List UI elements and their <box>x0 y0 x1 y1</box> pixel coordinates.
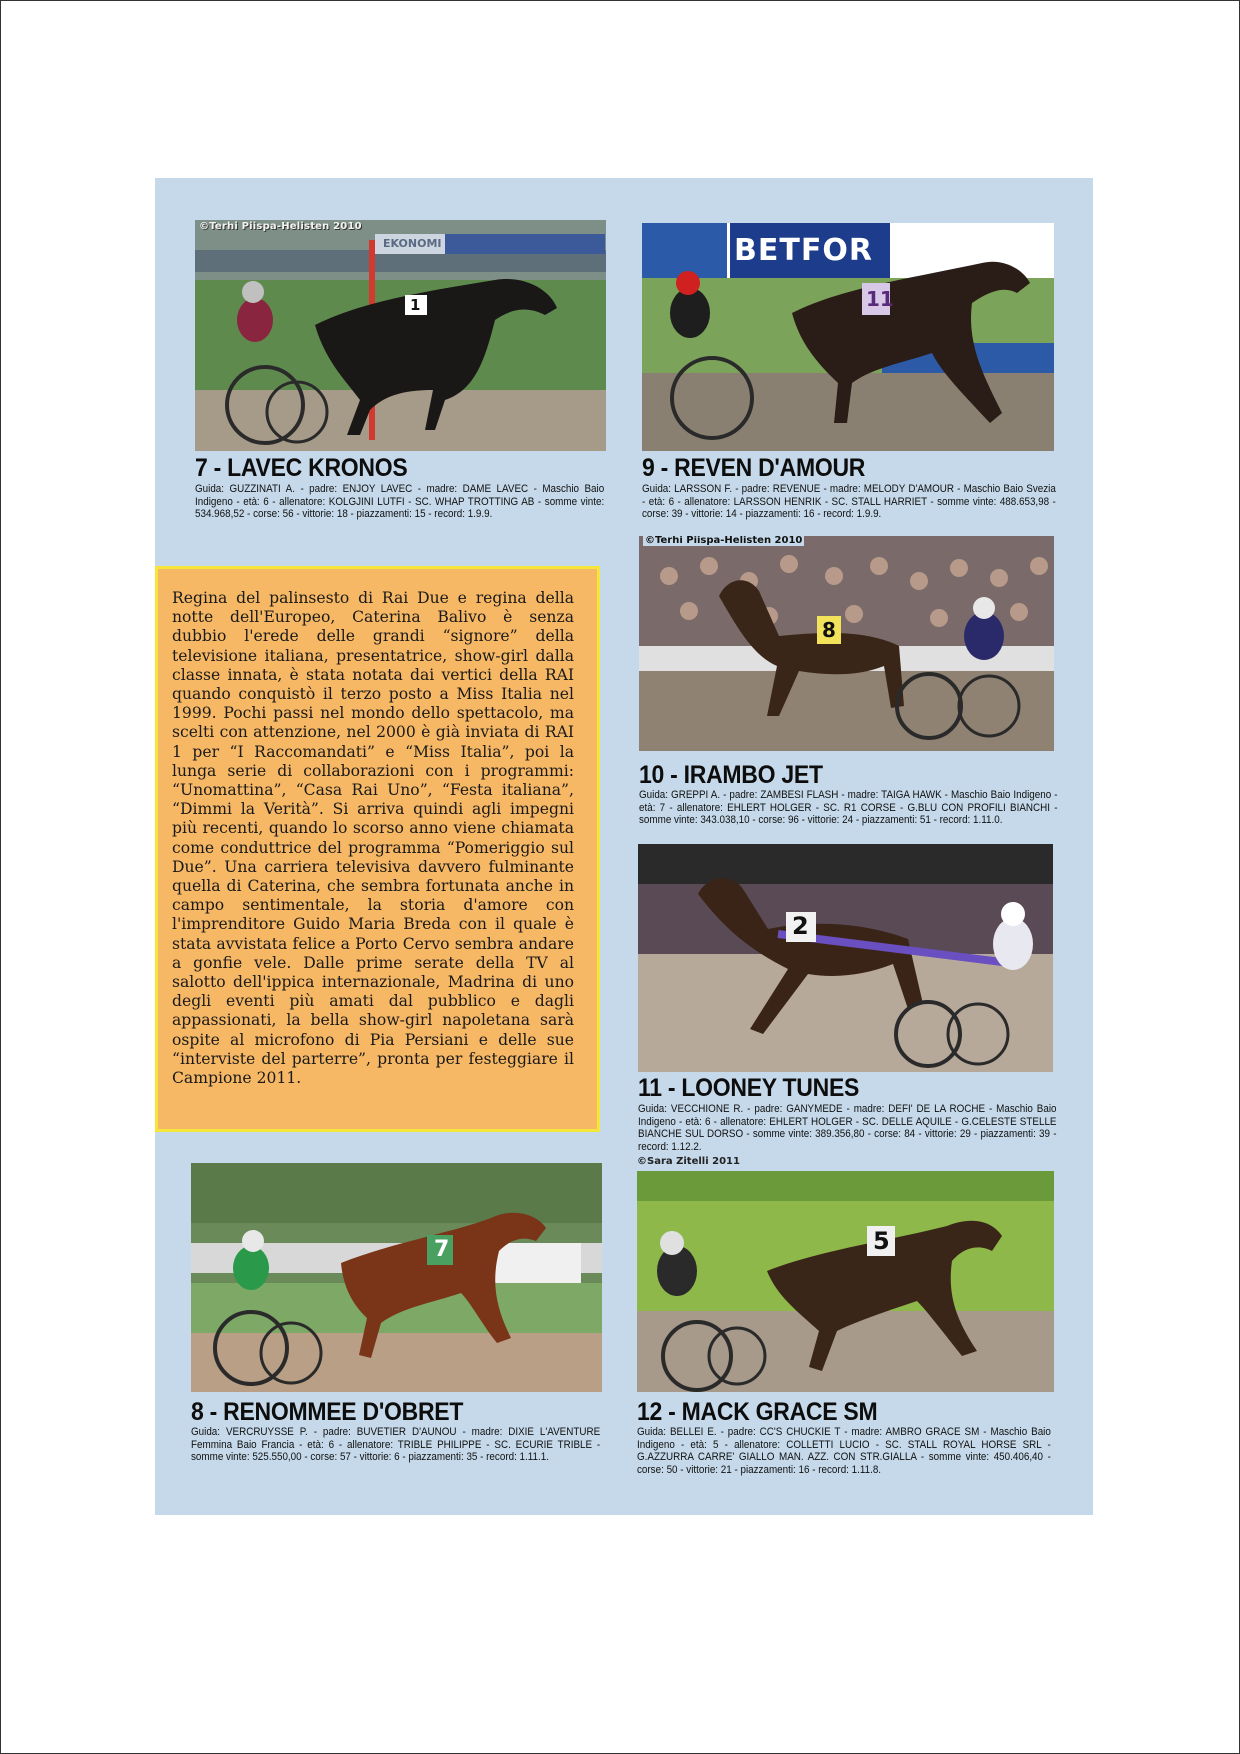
banner-text: EKONOMI <box>383 237 442 250</box>
saddle-number: 8 <box>822 618 836 642</box>
photo-looney-tunes <box>638 844 1053 1072</box>
photo-reven-damour <box>642 223 1054 451</box>
horse-info: Guida: GREPPI A. - padre: ZAMBESI FLASH - madre: TAIGA HAWK - Maschio Baio Indigeno - età: 7 - allenatore: EHLERT HOLGER - SC. R1 CORSE - G.BLU CON PROFILI BIANCHI - somme vinte: 343.038,10 - corse: 96 - vittorie: 24 - piazzamenti: 51 - record: 1.11.0. <box>639 789 1058 827</box>
horse-title: 9 - REVEN D'AMOUR <box>642 454 866 482</box>
saddle-number: 7 <box>434 1237 450 1262</box>
saddle-number: 1 <box>410 296 421 314</box>
photo-credit: ©Terhi Piispa-Helisten 2010 <box>199 221 362 232</box>
horse-title: 7 - LAVEC KRONOS <box>195 454 408 482</box>
horse-info: Guida: GUZZINATI A. - padre: ENJOY LAVEC - madre: DAME LAVEC - Maschio Baio Indigeno - età: 6 - allenatore: KOLGJINI LUTFI - SC. WHAP TROTTING AB - somme vinte: 534.968,52 - corse: 56 - vittorie: 18 - piazzamenti: 15 - record: 1.9.9. <box>195 483 605 521</box>
horse-info: Guida: BELLEI E. - padre: CC'S CHUCKIE T - madre: AMBRO GRACE SM - Maschio Baio Indigeno - età: 5 - allenatore: COLLETTI LUCIO - SC. STALL ROYAL HORSE SRL - G.AZZURRA CARRE' GIALLO MAN. AZZ. CON STR.GIALLA - somme vinte: 450.406,40 - corse: 50 - vittorie: 21 - piazzamenti: 16 - record: 1.11.8. <box>637 1426 1051 1476</box>
horse-title: 8 - RENOMMEE D'OBRET <box>191 1398 464 1426</box>
photo-lavec-kronos <box>195 220 606 451</box>
banner-text: BETFOR <box>734 233 873 268</box>
magazine-page <box>155 178 1093 1515</box>
horse-info: Guida: LARSSON F. - padre: REVENUE - madre: MELODY D'AMOUR - Maschio Baio Svezia - età: 6 - allenatore: LARSSON HENRIK - SC. STALL HARRIET - somme vinte: 488.653,98 - corse: 39 - vittorie: 14 - piazzamenti: 16 - record: 1.9.9. <box>642 483 1056 521</box>
saddle-number: 2 <box>792 912 809 940</box>
photo-renommee-dobret <box>191 1163 602 1392</box>
article-text: Regina del palinsesto di Rai Due e regina della notte dell'Europeo, Caterina Balivo è senza dubbio l'erede delle grandi “signore” della televisione italiana, presentatrice, show-girl dalla classe innata, è stata notata dai vertici della RAI quando conquistò il terzo posto a Miss Italia nel 1999. Pochi passi nel mondo dello spettacolo, ma scelti con attenzione, nel 2000 è già inviata di RAI 1 per “I Raccomandati” e “Miss Italia”, poi la lunga serie di collaborazioni con i programmi: “Unomattina”, “Casa Rai Uno”, “Festa italiana”, “Dimmi la Verità”. Si arriva quindi agli impegni più recenti, quando lo scorso anno viene chiamata come conduttrice del programma “Pomeriggio sul Due”. Una carriera televisiva davvero fulminante quella di Caterina, che sembra fortunata anche in campo sentimentale, la storia d'amore con l'imprenditore Guido Maria Breda con il quale è stata avvistata felice a Porto Cervo sembra andare a gonfie vele. Dalle prime serate della TV al salotto dell'ippica internazionale, Madrina di uno degli eventi più amati dal pubblico e dagli appassionati, la bella show-girl napoletana sarà ospite al microfono di Pia Persiani e delle sue “interviste del parterre”, pronta per festeggiare il Campione 2011. <box>172 589 574 1088</box>
horse-title: 10 - IRAMBO JET <box>639 761 823 789</box>
horse-title: 11 - LOONEY TUNES <box>638 1074 860 1102</box>
saddle-number: 5 <box>873 1227 890 1255</box>
photo-credit: ©Sara Zitelli 2011 <box>637 1156 740 1167</box>
horse-title: 12 - MACK GRACE SM <box>637 1398 878 1426</box>
article-box <box>155 566 600 1132</box>
horse-info: Guida: VERCRUYSSE P. - padre: BUVETIER D'AUNOU - madre: DIXIE L'AVENTURE Femmina Baio Francia - età: 6 - allenatore: TRIBLE PHILIPPE - SC. ECURIE TRIBLE - somme vinte: 525.550,00 - corse: 57 - vittorie: 6 - piazzamenti: 35 - record: 1.11.1. <box>191 1426 601 1464</box>
photo-irambo-jet-image <box>639 536 1054 751</box>
photo-irambo-jet <box>639 536 1054 751</box>
photo-mack-grace-sm-image <box>637 1171 1054 1392</box>
photo-credit: ©Terhi Piispa-Helisten 2010 <box>645 536 803 546</box>
photo-mack-grace-sm <box>637 1171 1054 1392</box>
saddle-number: 11 <box>866 287 894 311</box>
photo-renommee-dobret-image <box>191 1163 602 1392</box>
horse-info: Guida: VECCHIONE R. - padre: GANYMEDE - madre: DEFI' DE LA ROCHE - Maschio Baio Indigeno - età: 6 - allenatore: EHLERT HOLGER - SC. DELLE AQUILE - G.CELESTE STELLE BIANCHE SUL DORSO - somme vinte: 389.356,80 - corse: 84 - vittorie: 29 - piazzamenti: 39 - record: 1.12.2. <box>638 1103 1057 1153</box>
photo-lavec-kronos-image <box>195 220 606 451</box>
photo-looney-tunes-image <box>638 844 1053 1072</box>
